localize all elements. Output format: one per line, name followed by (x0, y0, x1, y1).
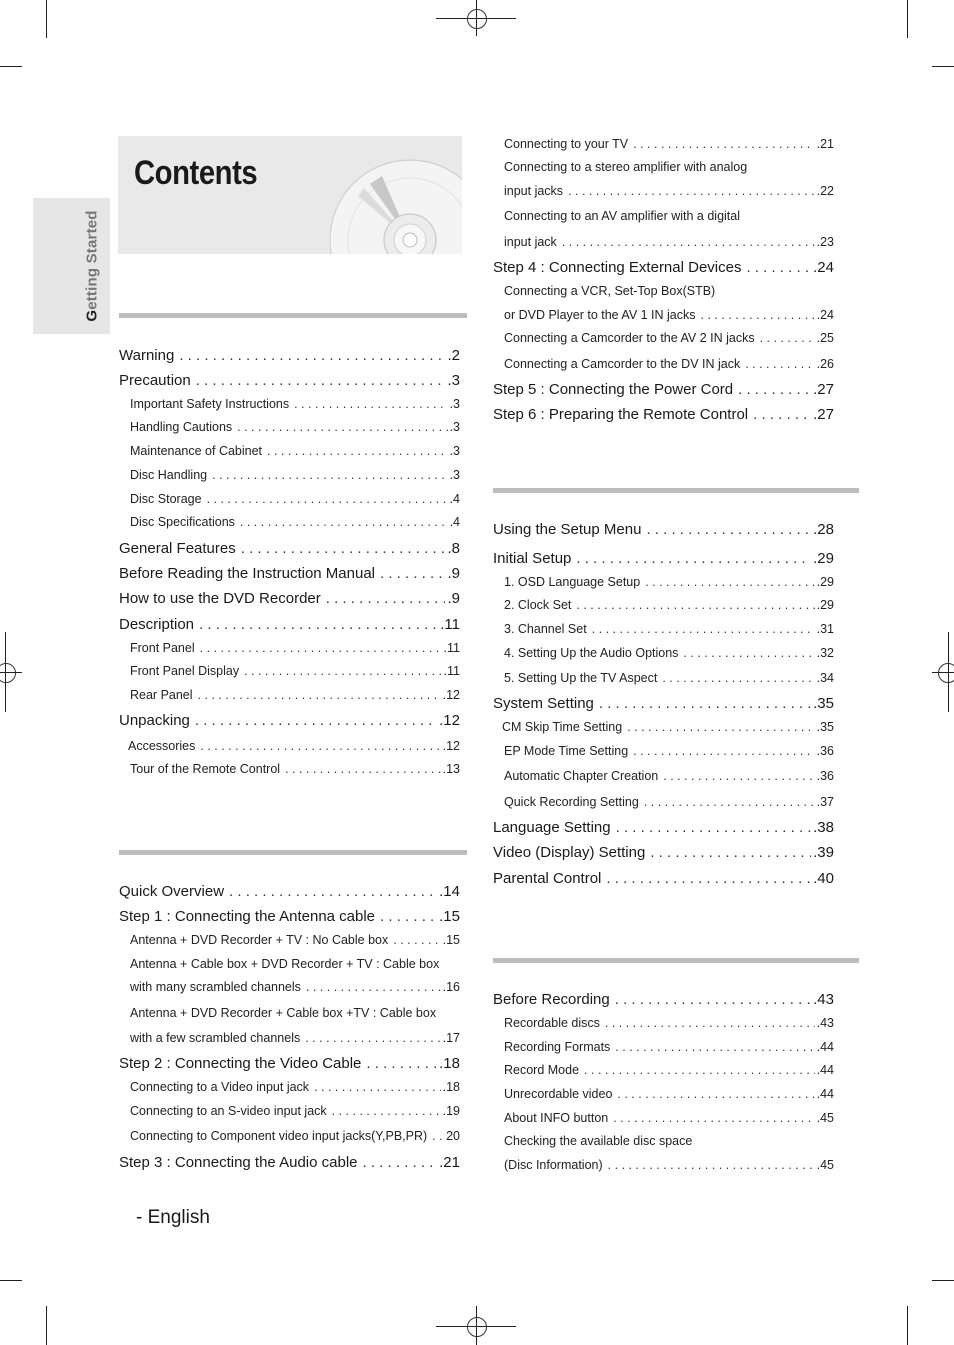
toc-entry-label: Recording Formats (504, 1040, 611, 1054)
registration-mark-top (467, 9, 487, 29)
crop-mark (0, 66, 22, 67)
toc-subentry (130, 933, 460, 947)
toc-entry (119, 883, 460, 900)
toc-entry-label: Recordable discs (504, 1016, 600, 1030)
toc-subentry (504, 622, 834, 636)
toc-page-number: .15 (442, 933, 460, 947)
toc-subentry (130, 444, 460, 458)
toc-entry (493, 695, 834, 712)
page-footer: - English (136, 1207, 210, 1228)
toc-page-number: .22 (816, 184, 834, 198)
toc-entry-label: Antenna + Cable box + DVD Recorder + TV : Cable box (130, 957, 440, 971)
toc-leader-dots (646, 521, 811, 538)
toc-leader-dots (237, 420, 447, 434)
toc-leader-dots (645, 575, 814, 589)
toc-entry (493, 819, 834, 836)
toc-subentry (130, 1031, 460, 1045)
toc-leader-dots (663, 769, 814, 783)
toc-leader-dots (380, 908, 437, 925)
toc-entry-label: Automatic Chapter Creation (504, 769, 659, 783)
toc-page-number: .43 (816, 1016, 834, 1030)
toc-page-number: .44 (816, 1063, 834, 1077)
toc-leader-dots (212, 468, 447, 482)
toc-entry-label: Description (119, 616, 195, 633)
toc-page-number: .37 (816, 795, 834, 809)
toc-leader-dots (241, 540, 446, 557)
toc-page-number: .9 (447, 565, 460, 582)
toc-subentry (504, 308, 834, 322)
toc-page-number: .35 (816, 720, 834, 734)
toc-entry (119, 540, 460, 557)
toc-subentry (130, 641, 460, 655)
toc-leader-dots (244, 664, 441, 678)
toc-entry-label: Step 5 : Connecting the Power Cord (493, 381, 734, 398)
toc-leader-dots (199, 616, 438, 633)
toc-page-number: .21 (816, 137, 834, 151)
toc-entry-label: Checking the available disc space (504, 1134, 693, 1148)
crop-mark (932, 1280, 954, 1281)
toc-entry-label: About INFO button (504, 1111, 609, 1125)
disc-icon (330, 154, 462, 254)
toc-entry (493, 259, 834, 276)
toc-entry-label: Rear Panel (130, 688, 193, 702)
toc-entry-label: Antenna + DVD Recorder + TV : No Cable box (130, 933, 389, 947)
toc-subentry (504, 184, 834, 198)
toc-page-number: .4 (449, 492, 460, 506)
toc-entry-label: Initial Setup (493, 550, 572, 567)
section-rule (493, 958, 859, 963)
toc-subentry (504, 331, 834, 345)
crop-mark (907, 0, 908, 38)
toc-leader-dots (605, 1016, 815, 1030)
toc-page-number: .11 (443, 641, 460, 655)
toc-page-number: .13 (442, 762, 460, 776)
toc-subentry (504, 1087, 834, 1101)
toc-page-number: .29 (816, 575, 834, 589)
toc-subentry (504, 209, 834, 223)
toc-page-number: .3 (449, 420, 460, 434)
toc-subentry (504, 1040, 834, 1054)
toc-page-number: .35 (813, 695, 834, 712)
toc-leader-dots (599, 695, 811, 712)
crop-mark (932, 66, 954, 67)
toc-leader-dots (240, 515, 448, 529)
crop-mark (46, 1306, 47, 1345)
toc-leader-dots (432, 1129, 444, 1143)
registration-mark-left (0, 663, 16, 683)
toc-page-number: .15 (439, 908, 460, 925)
toc-subentry (504, 284, 834, 298)
toc-entry-label: Maintenance of Cabinet (130, 444, 263, 458)
toc-leader-dots (753, 406, 811, 423)
toc-subentry (504, 744, 834, 758)
toc-entry (119, 908, 460, 925)
toc-leader-dots (306, 980, 441, 994)
toc-subentry (504, 575, 834, 589)
toc-entry (119, 347, 460, 364)
toc-entry-label: Step 1 : Connecting the Antenna cable (119, 908, 376, 925)
toc-page-number: .8 (447, 540, 460, 557)
toc-entry-label: Step 3 : Connecting the Audio cable (119, 1154, 358, 1171)
toc-page-number: .18 (439, 1055, 460, 1072)
toc-entry-label: Language Setting (493, 819, 611, 836)
toc-entry-label: System Setting (493, 695, 594, 712)
toc-leader-dots (294, 397, 447, 411)
toc-subentry (130, 420, 460, 434)
toc-leader-dots (179, 347, 445, 364)
toc-entry-label: Important Safety Instructions (130, 397, 290, 411)
toc-page-number: .43 (813, 991, 834, 1008)
toc-page-number: .11 (443, 664, 460, 678)
toc-leader-dots (363, 1154, 438, 1171)
toc-subentry (502, 720, 834, 734)
toc-leader-dots (606, 870, 811, 887)
toc-page-number: .29 (816, 598, 834, 612)
toc-entry-label: Step 2 : Connecting the Video Cable (119, 1055, 362, 1072)
toc-entry-label: Connecting a Camcorder to the AV 2 IN jacks (504, 331, 755, 345)
toc-subentry (130, 664, 460, 678)
toc-leader-dots (568, 184, 815, 198)
toc-subentry (128, 739, 460, 753)
crop-mark (0, 672, 22, 673)
toc-leader-dots (576, 598, 814, 612)
toc-leader-dots (745, 357, 814, 371)
toc-entry-label: Connecting to a Video input jack (130, 1080, 310, 1094)
toc-subentry (504, 357, 834, 371)
toc-leader-dots (644, 795, 815, 809)
toc-page-number: .39 (813, 844, 834, 861)
toc-entry-label: Unrecordable video (504, 1087, 613, 1101)
toc-page-number: .44 (816, 1087, 834, 1101)
registration-mark-bottom (467, 1317, 487, 1337)
toc-leader-dots (627, 720, 814, 734)
toc-page-number: .3 (449, 444, 460, 458)
toc-entry (119, 616, 460, 633)
toc-entry-label: Disc Handling (130, 468, 208, 482)
toc-leader-dots (633, 137, 814, 151)
toc-leader-dots (701, 308, 815, 322)
toc-entry-label: Handling Cautions (130, 420, 233, 434)
toc-page-number: .24 (813, 259, 834, 276)
toc-entry (119, 712, 460, 729)
toc-leader-dots (366, 1055, 437, 1072)
toc-leader-dots (615, 991, 811, 1008)
toc-subentry (504, 598, 834, 612)
toc-subentry (130, 688, 460, 702)
toc-page-number: .18 (442, 1080, 460, 1094)
toc-page-number: .26 (816, 357, 834, 371)
toc-entry (493, 844, 834, 861)
toc-page-number: .38 (813, 819, 834, 836)
toc-page-number: .14 (439, 883, 460, 900)
toc-entry-label: (Disc Information) (504, 1158, 603, 1172)
crop-mark (948, 632, 949, 712)
toc-leader-dots (332, 1104, 441, 1118)
toc-leader-dots (613, 1111, 814, 1125)
toc-entry-label: Connecting to a stereo amplifier with analog (504, 160, 748, 174)
toc-page-number: .34 (816, 671, 834, 685)
toc-entry (119, 372, 460, 389)
crop-mark (5, 632, 6, 712)
toc-entry-label: Before Reading the Instruction Manual (119, 565, 375, 582)
toc-entry-label: Disc Storage (130, 492, 202, 506)
toc-subentry (504, 137, 834, 151)
toc-entry-label: Tour of the Remote Control (130, 762, 281, 776)
toc-page-number: .29 (813, 550, 834, 567)
toc-entry-label: Parental Control (493, 870, 602, 887)
toc-page-number: .40 (813, 870, 834, 887)
toc-entry (119, 565, 460, 582)
section-rule (119, 850, 467, 855)
toc-subentry (130, 468, 460, 482)
toc-page-number: .28 (813, 521, 834, 538)
toc-subentry (130, 1080, 460, 1094)
toc-leader-dots (198, 688, 441, 702)
toc-entry-label: Precaution (119, 372, 191, 389)
section-rule (119, 313, 467, 318)
crop-mark (932, 672, 954, 673)
toc-leader-dots (393, 933, 440, 947)
toc-page-number: .3 (449, 397, 460, 411)
toc-entry-label: with a few scrambled channels (130, 1031, 301, 1045)
toc-page-number: .3 (447, 372, 460, 389)
toc-subentry (504, 1016, 834, 1030)
toc-entry-label: Connecting a Camcorder to the DV IN jack (504, 357, 741, 371)
toc-page-number: .12 (442, 739, 460, 753)
toc-subentry (504, 646, 834, 660)
toc-entry-label: Step 6 : Preparing the Remote Control (493, 406, 749, 423)
toc-subentry (130, 492, 460, 506)
toc-entry (493, 991, 834, 1008)
toc-subentry (130, 1006, 460, 1020)
toc-entry-label: input jack (504, 235, 557, 249)
toc-leader-dots (314, 1080, 441, 1094)
toc-leader-dots (305, 1031, 440, 1045)
toc-leader-dots (662, 671, 814, 685)
toc-page-number: .4 (449, 515, 460, 529)
toc-leader-dots (650, 844, 811, 861)
toc-entry-label: with many scrambled channels (130, 980, 301, 994)
toc-leader-dots (592, 622, 815, 636)
toc-page-number: .17 (442, 1031, 460, 1045)
toc-page-number: .21 (439, 1154, 460, 1171)
section-side-tab-label: Getting Started (83, 210, 101, 322)
toc-subentry (130, 1104, 460, 1118)
toc-entry (493, 521, 834, 538)
toc-subentry (130, 980, 460, 994)
toc-page-number: .3 (449, 468, 460, 482)
toc-subentry (504, 1063, 834, 1077)
toc-entry (119, 1055, 460, 1072)
registration-mark-right (938, 663, 954, 683)
toc-leader-dots (683, 646, 814, 660)
toc-entry-label: Step 4 : Connecting External Devices (493, 259, 742, 276)
toc-entry-label: 2. Clock Set (504, 598, 572, 612)
crop-mark (907, 1306, 908, 1345)
toc-page-number: .12 (442, 688, 460, 702)
toc-entry-label: Accessories (128, 739, 196, 753)
toc-entry (493, 406, 834, 423)
toc-entry-label: General Features (119, 540, 236, 557)
toc-leader-dots (617, 1087, 814, 1101)
toc-subentry (504, 160, 834, 174)
toc-leader-dots (326, 590, 446, 607)
toc-leader-dots (267, 444, 448, 458)
toc-subentry (504, 1111, 834, 1125)
toc-entry (493, 550, 834, 567)
toc-page-number: .36 (816, 744, 834, 758)
toc-subentry (504, 769, 834, 783)
toc-entry (493, 381, 834, 398)
toc-leader-dots (207, 492, 448, 506)
toc-page-number: 20 (446, 1129, 460, 1143)
toc-page-number: .11 (440, 616, 460, 633)
toc-page-number: .2 (447, 347, 460, 364)
toc-leader-dots (616, 819, 812, 836)
toc-entry-label: Connecting to an AV amplifier with a digital (504, 209, 741, 223)
toc-entry-label: or DVD Player to the AV 1 IN jacks (504, 308, 696, 322)
toc-leader-dots (196, 372, 446, 389)
toc-entry-label: Connecting to an S-video input jack (130, 1104, 327, 1118)
toc-subentry (130, 762, 460, 776)
crop-mark (0, 1280, 22, 1281)
toc-entry-label: EP Mode Time Setting (504, 744, 629, 758)
toc-page-number: .9 (447, 590, 460, 607)
section-rule (493, 488, 859, 493)
toc-entry-label: 3. Channel Set (504, 622, 587, 636)
toc-entry-label: Record Mode (504, 1063, 580, 1077)
crop-mark (476, 1306, 477, 1345)
crop-mark (476, 0, 477, 36)
toc-entry-label: How to use the DVD Recorder (119, 590, 321, 607)
toc-leader-dots (615, 1040, 814, 1054)
toc-page-number: .16 (442, 980, 460, 994)
toc-entry-label: Using the Setup Menu (493, 521, 642, 538)
toc-leader-dots (285, 762, 441, 776)
page-title: Contents (134, 154, 258, 192)
toc-leader-dots (200, 739, 440, 753)
toc-page-number: .44 (816, 1040, 834, 1054)
toc-entry-label: Unpacking (119, 712, 190, 729)
toc-leader-dots (760, 331, 815, 345)
toc-leader-dots (738, 381, 811, 398)
toc-entry-label: Connecting a VCR, Set-Top Box(STB) (504, 284, 716, 298)
toc-entry-label: Antenna + DVD Recorder + Cable box +TV : Cable box (130, 1006, 437, 1020)
toc-subentry (504, 235, 834, 249)
toc-entry (493, 870, 834, 887)
toc-entry (119, 590, 460, 607)
toc-subentry (504, 795, 834, 809)
toc-leader-dots (584, 1063, 815, 1077)
toc-leader-dots (633, 744, 814, 758)
toc-entry-label: 5. Setting Up the TV Aspect (504, 671, 658, 685)
toc-leader-dots (576, 550, 811, 567)
toc-leader-dots (608, 1158, 815, 1172)
toc-entry-label: Quick Overview (119, 883, 225, 900)
toc-subentry (504, 1134, 834, 1148)
toc-entry-label: Connecting to Component video input jacks(Y,PB,PR) (130, 1129, 428, 1143)
toc-page-number: .27 (813, 381, 834, 398)
toc-entry-label: 4. Setting Up the Audio Options (504, 646, 679, 660)
toc-page-number: .36 (816, 769, 834, 783)
toc-entry-label: input jacks (504, 184, 564, 198)
toc-leader-dots (746, 259, 811, 276)
toc-leader-dots (562, 235, 815, 249)
toc-entry-label: Quick Recording Setting (504, 795, 639, 809)
toc-page-number: .27 (813, 406, 834, 423)
toc-leader-dots (380, 565, 445, 582)
toc-entry-label: Front Panel (130, 641, 195, 655)
toc-page-number: .12 (439, 712, 460, 729)
toc-entry-label: Video (Display) Setting (493, 844, 646, 861)
toc-entry-label: Before Recording (493, 991, 610, 1008)
toc-subentry (130, 1129, 460, 1143)
toc-page-number: .45 (816, 1111, 834, 1125)
toc-entry-label: Warning (119, 347, 175, 364)
toc-page-number: .25 (816, 331, 834, 345)
toc-entry-label: 1. OSD Language Setup (504, 575, 641, 589)
toc-entry-label: Front Panel Display (130, 664, 240, 678)
toc-subentry (130, 957, 460, 971)
toc-entry-label: CM Skip Time Setting (502, 720, 623, 734)
toc-entry-label: Disc Specifications (130, 515, 235, 529)
toc-page-number: .19 (442, 1104, 460, 1118)
crop-mark (46, 0, 47, 38)
toc-page-number: .32 (816, 646, 834, 660)
toc-subentry (504, 671, 834, 685)
toc-subentry (130, 397, 460, 411)
toc-subentry (130, 515, 460, 529)
toc-subentry (504, 1158, 834, 1172)
toc-leader-dots (195, 712, 437, 729)
toc-leader-dots (229, 883, 437, 900)
toc-page-number: .23 (816, 235, 834, 249)
toc-leader-dots (200, 641, 442, 655)
toc-page-number: .24 (816, 308, 834, 322)
toc-page-number: .31 (816, 622, 834, 636)
toc-entry-label: Connecting to your TV (504, 137, 629, 151)
toc-entry (119, 1154, 460, 1171)
toc-page-number: .45 (816, 1158, 834, 1172)
